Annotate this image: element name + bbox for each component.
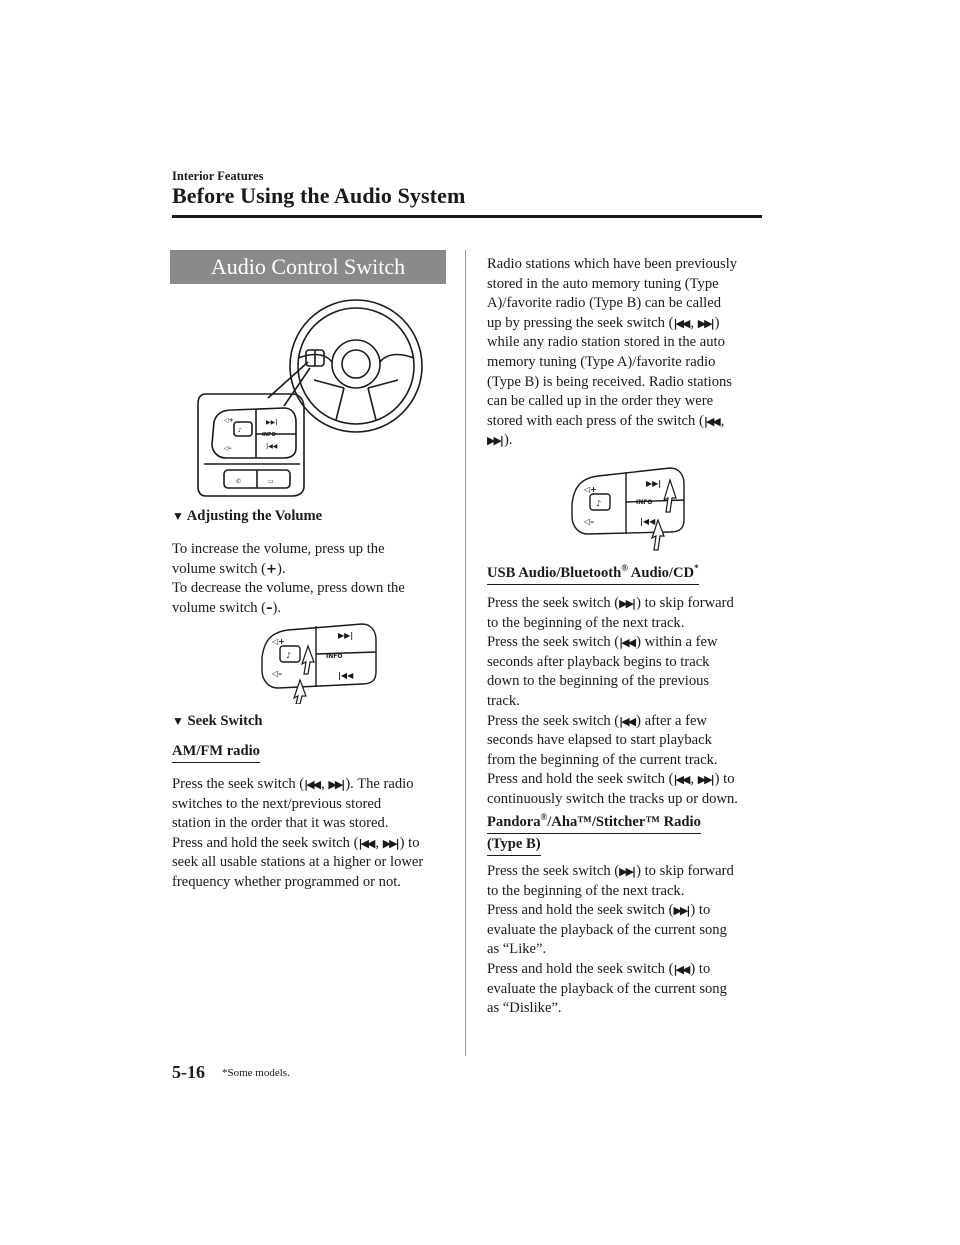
usb-audio-text: Press the seek switch (▶▶| ) to skip forward to the beginning of the next track. Press the seek switch (|◀◀ ) within a few seconds after playback begins to track down to the beginning of the previous track. Press the seek switch (|◀◀ ) after a few seconds have elapsed to start playback from the beginning of the current track. Press and hold the seek switch (|◀◀ , ▶▶| ) to continuously switch the tracks up or down.	[487, 595, 738, 807]
skip-back-icon: |◀◀	[619, 636, 635, 650]
skip-forward-icon: ▶▶|	[697, 773, 713, 787]
svg-text:|◀◀: |◀◀	[338, 671, 354, 680]
page-number: 5-16	[172, 1062, 205, 1082]
usb-audio-heading: USB Audio/Bluetooth® Audio/CD*	[487, 563, 699, 585]
triangle-marker-icon: ▼	[172, 509, 184, 523]
svg-text:✆: ✆	[236, 478, 242, 485]
skip-back-icon: |◀◀	[703, 414, 719, 428]
skip-forward-icon: ▶▶|	[487, 434, 502, 448]
section-label: Interior Features	[172, 169, 264, 183]
svg-text:▶▶|: ▶▶|	[646, 479, 662, 488]
svg-text:|◀◀: |◀◀	[640, 517, 656, 526]
volume-heading: ▼ Adjusting the Volume	[172, 508, 323, 524]
skip-forward-icon: ▶▶|	[697, 316, 713, 330]
svg-text:◁–: ◁–	[224, 445, 232, 452]
section-banner: Audio Control Switch	[170, 250, 446, 284]
skip-back-icon: |◀◀	[673, 773, 689, 787]
svg-text:◁–: ◁–	[584, 517, 595, 526]
skip-back-icon: |◀◀	[304, 778, 320, 791]
skip-back-icon: |◀◀	[358, 836, 374, 850]
svg-text:◁+: ◁+	[224, 417, 234, 424]
steering-wheel-illustration	[196, 298, 446, 498]
svg-text:|◀◀: |◀◀	[266, 443, 278, 450]
volume-text: To increase the volume, press up the volume switch (+). To decrease the volume, press down the volume switch (–).	[172, 541, 405, 616]
svg-text:♪: ♪	[238, 427, 242, 434]
svg-text:INFO: INFO	[636, 499, 653, 506]
skip-forward-icon: ▶▶|	[328, 778, 344, 791]
plus-icon: +	[266, 561, 277, 577]
svg-text:◁+: ◁+	[584, 485, 597, 494]
footnote: *Some models.	[222, 1067, 290, 1079]
svg-text:◁–: ◁–	[272, 669, 283, 678]
page-title: Before Using the Audio System	[172, 183, 466, 208]
pandora-text: Press the seek switch (▶▶| ) to skip forward to the beginning of the next track. Press and hold the seek switch (▶▶| ) to evaluate the playback of the current song as “Like”. Press and hold the seek switch (|◀◀ ) to evaluate the playback of the current song as “Dislike”.	[487, 863, 734, 1017]
skip-forward-icon: ▶▶|	[382, 836, 398, 850]
preset-text: Radio stations which have been previously stored in the auto memory tuning (Type A)/favorite radio (Type B) can be called up by pressing the seek switch (|◀◀ , ▶▶| ) while any radio station stored in the auto memory tuning (Type A)/favorite radio (Type B) is being received. Radio stations can be called up in the order they were stored with each press of the switch (|◀◀ , ▶▶| ).	[487, 256, 738, 449]
volume-switch-illustration	[258, 618, 382, 704]
seek-switch-illustration	[566, 460, 690, 552]
seek-heading: ▼ Seek Switch	[172, 713, 263, 729]
minus-icon: –	[266, 600, 273, 616]
skip-back-icon: |◀◀	[619, 714, 635, 728]
am-fm-text: Press the seek switch (|◀◀ , ▶▶| ). The radio switches to the next/previous stored station in the order that it was stored. Press and hold the seek switch (|◀◀ , ▶▶| ) to seek all usable stations at a higher or lower frequency whether programmed or not.	[172, 776, 424, 890]
skip-back-icon: |◀◀	[673, 962, 689, 976]
svg-text:♪: ♪	[286, 651, 292, 660]
skip-forward-icon: ▶▶|	[619, 597, 635, 610]
svg-text:INFO: INFO	[326, 653, 343, 660]
title-rule	[172, 215, 762, 218]
svg-text:▭: ▭	[268, 478, 274, 485]
pandora-heading: Pandora®/Aha™/Stitcher™ Radio (Type B)	[487, 812, 765, 856]
column-divider	[465, 250, 466, 1056]
skip-back-icon: |◀◀	[673, 316, 689, 330]
svg-text:▶▶|: ▶▶|	[338, 631, 354, 640]
svg-text:▶▶|: ▶▶|	[266, 419, 278, 426]
am-fm-heading: AM/FM radio	[172, 741, 260, 763]
skip-forward-icon: ▶▶|	[619, 865, 635, 878]
triangle-marker-icon: ▼	[172, 714, 184, 728]
svg-text:♪: ♪	[596, 499, 602, 508]
svg-text:◁+: ◁+	[272, 637, 285, 646]
skip-forward-icon: ▶▶|	[673, 904, 689, 918]
info-label: INFO	[262, 432, 276, 438]
